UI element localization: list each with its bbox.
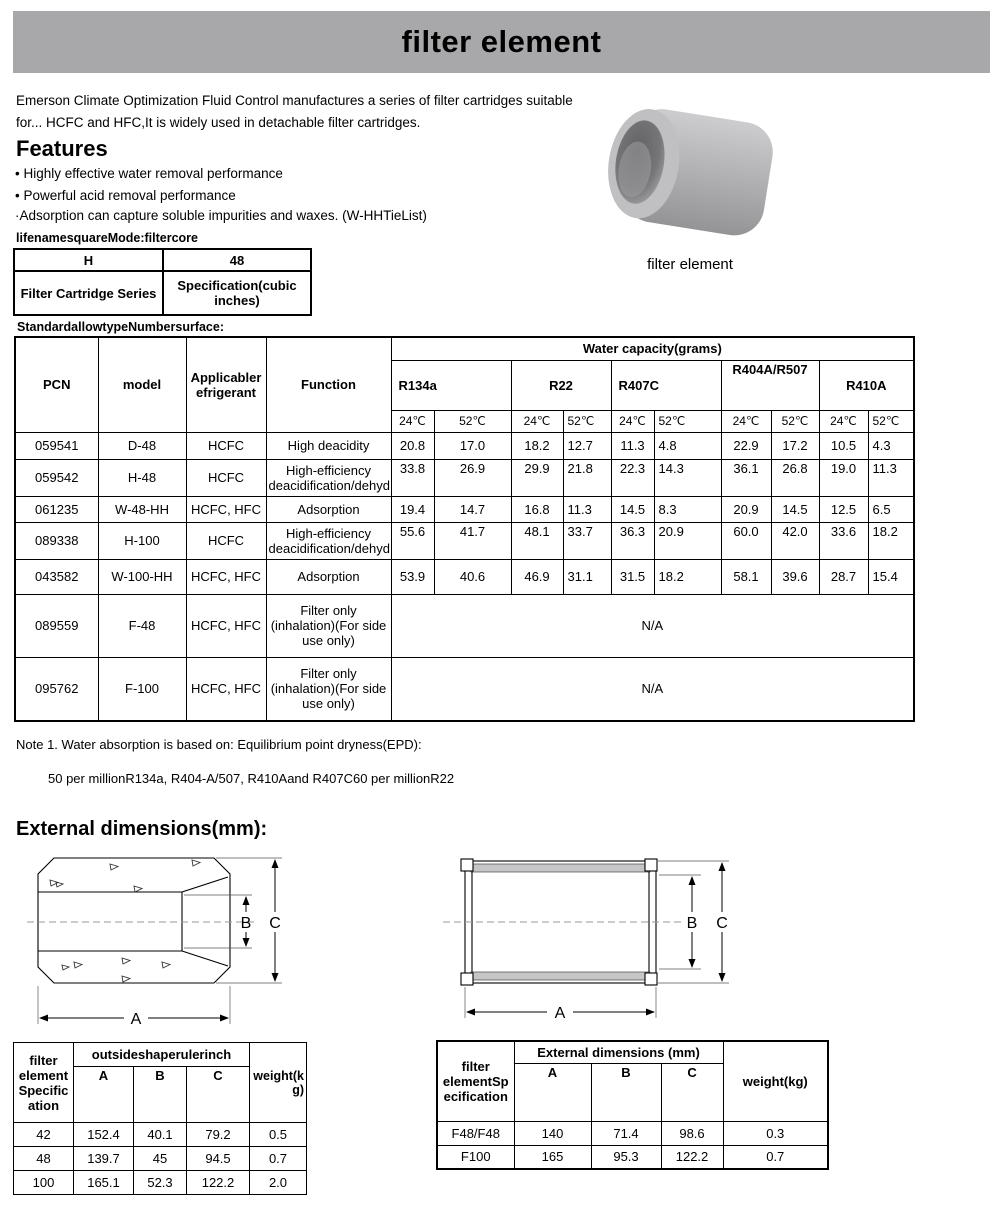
drawing-outline (38, 858, 230, 983)
table-row (15, 432, 914, 459)
filter-cylinder-shape (600, 102, 777, 240)
value-cell: 17.2 (771, 432, 819, 459)
feature-item: ·Adsorption can capture soluble impurities and waxes. (W-HHTieList) (15, 208, 427, 223)
table-header-row (14, 1043, 307, 1067)
spec-cell: 0.7 (250, 1147, 307, 1171)
spec-table-left (13, 1042, 307, 1195)
table-row (14, 271, 311, 315)
dimension-label-b: B (240, 915, 252, 932)
temp-header: 52℃ (654, 410, 721, 432)
title-banner (13, 11, 990, 73)
value-cell: 58.1 (721, 559, 771, 594)
model-cell: H-100 (98, 522, 186, 559)
spec-cell: 165 (514, 1145, 591, 1169)
spec-cell: 100 (14, 1171, 74, 1195)
table-row (14, 1171, 307, 1195)
col-header-c: C (187, 1067, 250, 1123)
spec-cell: 42 (14, 1123, 74, 1147)
spec-cell: F48/F48 (437, 1121, 514, 1145)
series-value-cell: H (14, 249, 163, 271)
table-header-row (437, 1041, 828, 1063)
spec-cell: F100 (437, 1145, 514, 1169)
spec-cell: 52.3 (134, 1171, 187, 1195)
temp-header: 24℃ (391, 410, 434, 432)
value-cell: 29.9 (511, 459, 563, 496)
table-row (15, 496, 914, 522)
temp-header: 52℃ (868, 410, 914, 432)
value-cell: 41.7 (434, 522, 511, 559)
weight-header: weight(kg) (723, 1041, 828, 1121)
value-cell: 20.9 (721, 496, 771, 522)
water-capacity-header: Water capacity(grams) (391, 337, 914, 360)
value-cell: 39.6 (771, 559, 819, 594)
temp-header: 24℃ (511, 410, 563, 432)
spec-cell: 152.4 (74, 1123, 134, 1147)
value-cell: 18.2 (511, 432, 563, 459)
spec-cell: 48 (14, 1147, 74, 1171)
value-cell: 26.9 (434, 459, 511, 496)
value-cell: 10.5 (819, 432, 868, 459)
refrigerant-cell: HCFC, HFC (186, 594, 266, 657)
pcn-cell: 059541 (15, 432, 98, 459)
capacity-table (14, 336, 915, 722)
refrigerant-cell: HCFC (186, 522, 266, 559)
table-row (15, 559, 914, 594)
model-cell: F-48 (98, 594, 186, 657)
tube-filter-drawing (435, 846, 735, 1038)
function-cell: Filter only (inhalation)(For side use only) (266, 594, 391, 657)
pcn-cell: 089559 (15, 594, 98, 657)
na-cell: N/A (391, 594, 914, 657)
value-cell: 14.7 (434, 496, 511, 522)
product-photo (575, 88, 810, 256)
spec-cell: 0.7 (723, 1145, 828, 1169)
value-cell: 14.5 (771, 496, 819, 522)
surface-mark-triangles (50, 860, 200, 982)
spec-cell: 122.2 (661, 1145, 723, 1169)
value-cell: 11.3 (611, 432, 654, 459)
model-cell: W-100-HH (98, 559, 186, 594)
value-cell: 14.5 (611, 496, 654, 522)
spec-table-right (436, 1040, 829, 1170)
value-cell: 17.0 (434, 432, 511, 459)
table-row (14, 1123, 307, 1147)
value-cell: 22.9 (721, 432, 771, 459)
na-cell: N/A (391, 657, 914, 721)
dimension-label-c: C (269, 915, 281, 932)
value-cell: 31.5 (611, 559, 654, 594)
hex-filter-drawing (22, 846, 307, 1046)
value-cell: 19.0 (819, 459, 868, 496)
value-cell: 4.3 (868, 432, 914, 459)
spec-cell: 94.5 (187, 1147, 250, 1171)
spec-cell: 0.3 (723, 1121, 828, 1145)
col-header-c: C (661, 1063, 723, 1121)
refrigerant-cell: HCFC (186, 432, 266, 459)
function-cell: High deacidity (266, 432, 391, 459)
spec-cell: 139.7 (74, 1147, 134, 1171)
model-header: model (98, 337, 186, 432)
table-row (15, 657, 914, 721)
spec-cell: 140 (514, 1121, 591, 1145)
refrigerant-header: Applicablerefrigerant (186, 337, 266, 432)
value-cell: 14.3 (654, 459, 721, 496)
value-cell: 33.6 (819, 522, 868, 559)
col-header-a: A (514, 1063, 591, 1121)
value-cell: 18.2 (868, 522, 914, 559)
spec-cell: 79.2 (187, 1123, 250, 1147)
value-cell: 36.1 (721, 459, 771, 496)
value-cell: 55.6 (391, 522, 434, 559)
mode-table-heading: lifenamesquareMode:filtercore (16, 231, 198, 245)
value-cell: 11.3 (563, 496, 611, 522)
function-cell: High-efficiency deacidification/dehyd (266, 522, 391, 559)
model-cell: D-48 (98, 432, 186, 459)
value-cell: 6.5 (868, 496, 914, 522)
value-cell: 31.1 (563, 559, 611, 594)
pcn-header: PCN (15, 337, 98, 432)
weight-header: weight(kg) (250, 1043, 307, 1123)
refrigerant-group: R410A (819, 360, 914, 410)
temp-header: 52℃ (563, 410, 611, 432)
value-cell: 48.1 (511, 522, 563, 559)
function-cell: Filter only (inhalation)(For side use only) (266, 657, 391, 721)
temp-header: 52℃ (771, 410, 819, 432)
refrigerant-group: R404A/R507 (721, 360, 819, 410)
group-header: External dimensions (mm) (514, 1041, 723, 1063)
dimension-label-b: B (686, 915, 698, 932)
value-cell: 42.0 (771, 522, 819, 559)
value-cell: 33.7 (563, 522, 611, 559)
value-cell: 12.7 (563, 432, 611, 459)
spec-cell: 45 (134, 1147, 187, 1171)
value-cell: 28.7 (819, 559, 868, 594)
capacity-table-heading: StandardallowtypeNumbersurface: (17, 320, 224, 334)
spec-cell: 122.2 (187, 1171, 250, 1195)
col-header-b: B (134, 1067, 187, 1123)
dimension-label-a: A (130, 1011, 142, 1028)
value-cell: 26.8 (771, 459, 819, 496)
refrigerant-cell: HCFC, HFC (186, 657, 266, 721)
value-cell: 16.8 (511, 496, 563, 522)
feature-item: • Powerful acid removal performance (15, 188, 236, 203)
spec-label-cell: Specification(cubic inches) (163, 271, 311, 315)
table-header-row (15, 337, 914, 360)
value-cell: 12.5 (819, 496, 868, 522)
spec-cell: 71.4 (591, 1121, 661, 1145)
intro-paragraph: Emerson Climate Optimization Fluid Control manufactures a series of filter cartridges suitable for... HCFC and HFC,It is widely used in detachable filter cartridges. (16, 93, 573, 131)
col-header-a: A (74, 1067, 134, 1123)
value-cell: 40.6 (434, 559, 511, 594)
group-header: outsideshaperulerinch (74, 1043, 250, 1067)
table-row (15, 459, 914, 496)
spec-col-header: filter element Specification (14, 1043, 74, 1123)
note-line: Note 1. Water absorption is based on: Equilibrium point dryness(EPD): (16, 737, 422, 752)
function-cell: Adsorption (266, 496, 391, 522)
table-row (14, 249, 311, 271)
function-cell: High-efficiency deacidification/dehyd (266, 459, 391, 496)
note-line: 50 per millionR134a, R404-A/507, R410Aand R407C60 per millionR22 (48, 771, 455, 786)
temp-header: 24℃ (819, 410, 868, 432)
refrigerant-cell: HCFC (186, 459, 266, 496)
model-cell: F-100 (98, 657, 186, 721)
pcn-cell: 059542 (15, 459, 98, 496)
dimension-label-a: A (554, 1005, 566, 1022)
value-cell: 22.3 (611, 459, 654, 496)
product-caption: filter element (647, 256, 733, 273)
value-cell: 20.8 (391, 432, 434, 459)
temp-header: 24℃ (611, 410, 654, 432)
value-cell: 36.3 (611, 522, 654, 559)
spec-col-header: filter elementSpecification (437, 1041, 514, 1121)
table-row (14, 1147, 307, 1171)
spec-value-cell: 48 (163, 249, 311, 271)
value-cell: 18.2 (654, 559, 721, 594)
table-row (437, 1145, 828, 1169)
function-cell: Adsorption (266, 559, 391, 594)
value-cell: 15.4 (868, 559, 914, 594)
col-header-b: B (591, 1063, 661, 1121)
temp-header: 24℃ (721, 410, 771, 432)
refrigerant-cell: HCFC, HFC (186, 559, 266, 594)
value-cell: 8.3 (654, 496, 721, 522)
spec-cell: 98.6 (661, 1121, 723, 1145)
value-cell: 21.8 (563, 459, 611, 496)
pcn-cell: 095762 (15, 657, 98, 721)
pcn-cell: 061235 (15, 496, 98, 522)
temp-header: 52℃ (434, 410, 511, 432)
spec-cell: 40.1 (134, 1123, 187, 1147)
value-cell: 46.9 (511, 559, 563, 594)
spec-cell: 2.0 (250, 1171, 307, 1195)
value-cell: 60.0 (721, 522, 771, 559)
table-row (437, 1121, 828, 1145)
features-heading: Features (16, 136, 108, 161)
feature-item: • Highly effective water removal performance (15, 166, 283, 181)
value-cell: 19.4 (391, 496, 434, 522)
spec-cell: 0.5 (250, 1123, 307, 1147)
value-cell: 11.3 (868, 459, 914, 496)
refrigerant-group: R407C (611, 360, 721, 410)
series-label-cell: Filter Cartridge Series (14, 271, 163, 315)
spec-cell: 95.3 (591, 1145, 661, 1169)
refrigerant-group: R134a (391, 360, 511, 410)
refrigerant-cell: HCFC, HFC (186, 496, 266, 522)
function-header: Function (266, 337, 391, 432)
table-row (15, 522, 914, 559)
pcn-cell: 089338 (15, 522, 98, 559)
model-cell: W-48-HH (98, 496, 186, 522)
spec-cell: 165.1 (74, 1171, 134, 1195)
mode-table (13, 248, 312, 316)
dimension-label-c: C (716, 915, 728, 932)
dimensions-heading: External dimensions(mm): (16, 818, 268, 840)
value-cell: 20.9 (654, 522, 721, 559)
page-title: filter element (401, 24, 602, 59)
table-row (15, 594, 914, 657)
value-cell: 53.9 (391, 559, 434, 594)
model-cell: H-48 (98, 459, 186, 496)
value-cell: 4.8 (654, 432, 721, 459)
value-cell: 33.8 (391, 459, 434, 496)
refrigerant-group: R22 (511, 360, 611, 410)
pcn-cell: 043582 (15, 559, 98, 594)
